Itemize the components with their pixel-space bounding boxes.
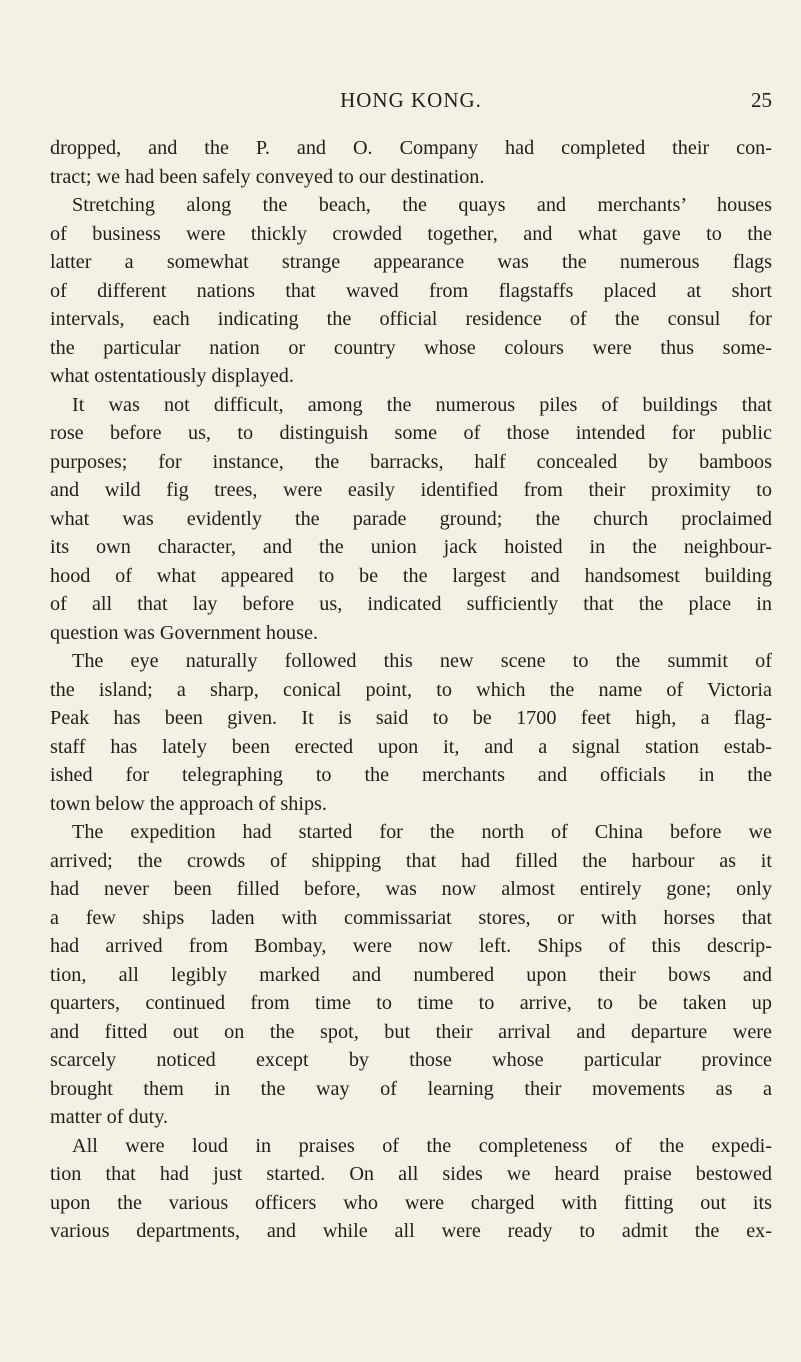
- text-line: Stretching along the beach, the quays and merchants’ houses: [72, 194, 772, 216]
- text-line: of business were thickly crowded together, and what gave to the: [50, 222, 772, 245]
- running-title: HONG KONG.: [340, 88, 482, 112]
- text-line: of different nations that waved from flagstaffs placed at short: [50, 279, 772, 302]
- text-line: intervals, each indicating the official residence of the consul for: [50, 308, 772, 330]
- text-line: upon the various officers who were charged with fitting out its: [50, 1191, 772, 1214]
- text-line: tion, all legibly marked and numbered upon their bows and: [50, 963, 772, 986]
- text-line: question was Government house.: [50, 621, 318, 644]
- text-line: scarcely noticed except by those whose particular province: [50, 1049, 772, 1071]
- text-line: had arrived from Bombay, were now left. Ships of this descrip-: [50, 935, 772, 957]
- text-line: The eye naturally followed this new scene to the summit of: [72, 650, 772, 672]
- text-line: purposes; for instance, the barracks, half concealed by bamboos: [50, 450, 772, 473]
- text-line: staff has lately been erected upon it, and a signal station estab-: [50, 735, 772, 758]
- text-line: quarters, continued from time to time to arrive, to be taken up: [50, 992, 772, 1014]
- text-line: dropped, and the P. and O. Company had completed their con-: [50, 137, 772, 159]
- text-line: town below the approach of ships.: [50, 792, 327, 815]
- text-line: the island; a sharp, conical point, to which the name of Victoria: [50, 678, 772, 701]
- text-line: its own character, and the union jack hoisted in the neighbour-: [50, 536, 772, 558]
- text-line: the particular nation or country whose colours were thus some-: [50, 336, 772, 359]
- text-line: The expedition had started for the north of China before we: [72, 821, 772, 843]
- text-line: latter a somewhat strange appearance was the numerous flags: [50, 251, 772, 273]
- text-line: various departments, and while all were ready to admit the ex-: [50, 1220, 772, 1242]
- text-line: and fitted out on the spot, but their arrival and departure were: [50, 1020, 772, 1043]
- running-head: [50, 84, 772, 116]
- text-line: and wild fig trees, were easily identified from their proximity to: [50, 479, 772, 501]
- text-line: tion that had just started. On all sides we heard praise bestowed: [50, 1163, 772, 1185]
- text-line: rose before us, to distinguish some of those intended for public: [50, 422, 772, 444]
- text-line: Peak has been given. It is said to be 1700 feet high, a flag-: [50, 707, 772, 729]
- text-line: arrived; the crowds of shipping that had filled the harbour as it: [50, 849, 772, 872]
- text-line: All were loud in praises of the completeness of the expedi-: [72, 1134, 772, 1157]
- text-line: what ostentatiously displayed.: [50, 365, 294, 387]
- text-line: brought them in the way of learning their movements as a: [50, 1077, 772, 1100]
- body-text: [50, 134, 772, 1246]
- text-line: tract; we had been safely conveyed to our destination.: [50, 165, 485, 188]
- page-number: 25: [751, 88, 772, 112]
- text-line: ished for telegraphing to the merchants and officials in the: [50, 764, 772, 786]
- text-line: It was not difficult, among the numerous piles of buildings that: [72, 393, 772, 416]
- text-line: a few ships laden with commissariat stores, or with horses that: [50, 906, 772, 929]
- text-line: hood of what appeared to be the largest and handsomest building: [50, 564, 772, 587]
- text-line: of all that lay before us, indicated sufficiently that the place in: [50, 593, 772, 615]
- text-line: had never been filled before, was now almost entirely gone; only: [50, 878, 772, 900]
- text-line: matter of duty.: [50, 1106, 169, 1128]
- text-line: what was evidently the parade ground; the church proclaimed: [50, 507, 772, 530]
